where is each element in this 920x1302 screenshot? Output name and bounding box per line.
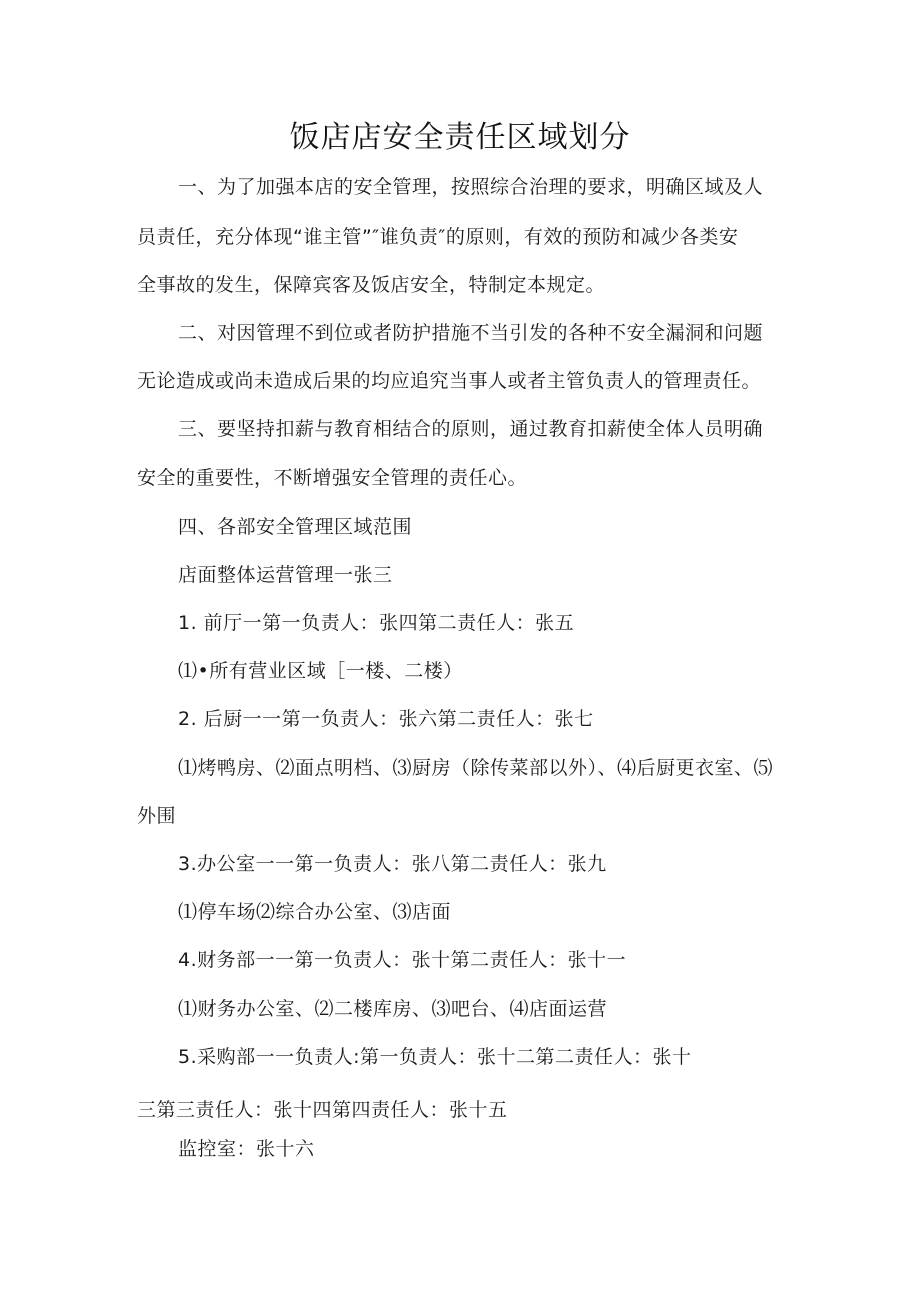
paragraph-3-line-1: 三、要坚持扣薪与教育相结合的原则，通过教育扣薪使全体人员明确 [178,418,764,440]
kitchen-areas-line-2: 外围 [137,805,177,827]
finance-areas-line: ⑴财务办公室、⑵二楼库房、⑶吧台、⑷店面运营 [178,998,608,1020]
paragraph-2-line-1: 二、对因管理不到位或者防护措施不当引发的各种不安全漏洞和问题 [178,322,764,344]
monitoring-room-line: 监控室：张十六 [178,1138,315,1160]
document-title: 饭店店安全责任区域划分 [289,120,631,155]
paragraph-3-line-2: 安全的重要性，不断增强安全管理的责任心。 [137,467,528,489]
purchasing-line-2: 三第三责任人：张十四第四责任人：张十五 [137,1099,508,1121]
section-4-heading: 四、各部安全管理区域范围 [178,516,413,538]
office-areas-line: ⑴停车场⑵综合办公室、⑶店面 [178,901,452,923]
paragraph-1-line-2: 员责任，充分体现“谁主管”″谁负责″的原则，有效的预防和减少各类安 [137,226,739,248]
overall-management-line: 店面整体运营管理一张三 [178,564,393,586]
paragraph-1-line-3: 全事故的发生，保障宾客及饭店安全，特制定本规定。 [137,274,606,296]
front-hall-line: 1. 前厅一第一负责人：张四第二责任人：张五 [178,612,575,634]
kitchen-line: 2. 后厨一一第一负责人：张六第二责任人：张七 [178,708,594,730]
finance-line: 4.财务部一一第一负责人：张十第二责任人：张十一 [178,949,627,971]
purchasing-line-1: 5.采购部一一负责人:第一负责人：张十二第二责任人：张十 [178,1046,692,1068]
paragraph-1-line-1: 一、为了加强本店的安全管理，按照综合治理的要求，明确区域及人 [178,176,764,198]
paragraph-2-line-2: 无论造成或尚未造成后果的均应追究当事人或者主管负责人的管理责任。 [137,370,762,392]
front-hall-areas-line: ⑴•所有营业区域［一楼、二楼） [178,660,463,682]
kitchen-areas-line-1: ⑴烤鸭房、⑵面点明档、⑶厨房（除传菜部以外）、⑷后厨更衣室、⑸ [178,757,774,779]
office-line: 3.办公室一一第一负责人：张八第二责任人：张九 [178,853,607,875]
